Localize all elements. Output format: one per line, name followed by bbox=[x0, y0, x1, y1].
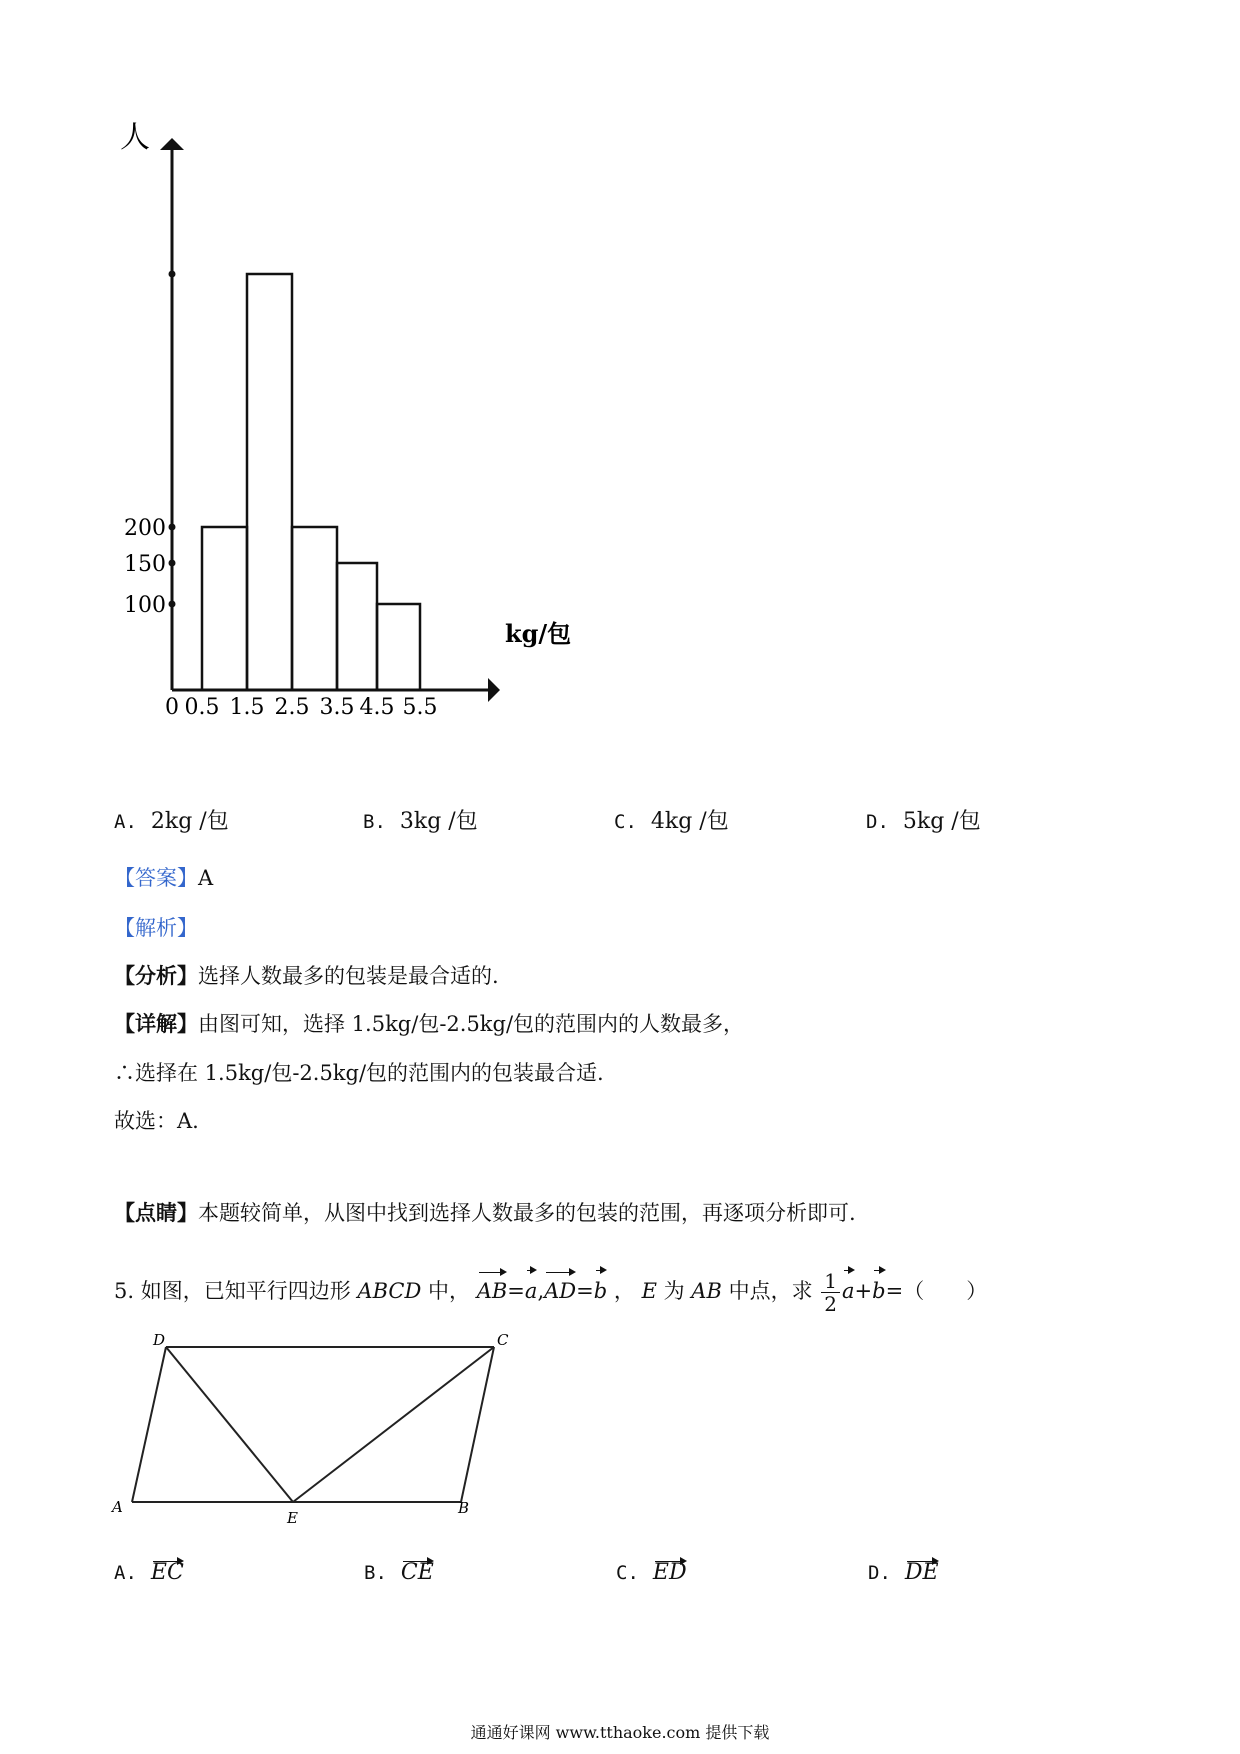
x-tick-label-0: 0 bbox=[165, 695, 179, 720]
y-tick-dot-200 bbox=[169, 524, 176, 531]
option-value: 5kg /包 bbox=[902, 809, 981, 834]
equals-sign: = bbox=[507, 1279, 525, 1303]
option-value: 3kg /包 bbox=[399, 809, 478, 834]
x-tick-label-5.5: 5.5 bbox=[402, 695, 438, 720]
x-axis-label: kg/包 bbox=[505, 619, 572, 648]
q5-shape: ABCD bbox=[357, 1279, 422, 1303]
bar-1 bbox=[247, 274, 292, 690]
option-vector: ED bbox=[652, 1560, 687, 1585]
answer-tag: 【答案】 bbox=[114, 866, 198, 890]
is-word: 为 bbox=[663, 1279, 685, 1303]
analysis-tag: 【解析】 bbox=[114, 916, 198, 940]
fraction-half bbox=[821, 1270, 840, 1315]
fraction-denominator: 2 bbox=[824, 1292, 838, 1316]
y-tick-dot-150 bbox=[169, 560, 176, 567]
vector-ad: AD bbox=[544, 1271, 576, 1311]
vector-b: b bbox=[594, 1271, 607, 1311]
separator: , bbox=[537, 1279, 545, 1303]
x-tick-label-0.5: 0.5 bbox=[184, 695, 220, 720]
analysis-subtag: 【分析】 bbox=[114, 963, 198, 988]
y-tick-label-150: 150 bbox=[124, 552, 166, 577]
detail-tag: 【详解】 bbox=[114, 1011, 198, 1036]
option-label: D. bbox=[866, 811, 889, 833]
therefore-line: ∴选择在 1.5kg/包-2.5kg/包的范围内的包装最合适. bbox=[114, 1061, 604, 1085]
label-c: C bbox=[497, 1331, 509, 1349]
analysis-line bbox=[114, 962, 499, 990]
option-label: A. bbox=[114, 811, 137, 833]
equals-sign: = bbox=[576, 1279, 594, 1303]
option-label: A. bbox=[114, 1562, 137, 1584]
bar-4 bbox=[377, 604, 420, 690]
option-label: D. bbox=[868, 1562, 891, 1584]
q5-mid: 中， bbox=[428, 1279, 470, 1303]
choose-line: 故选：A. bbox=[114, 1109, 199, 1133]
answer-value: A bbox=[198, 866, 214, 890]
segment-ab: AB bbox=[691, 1279, 722, 1303]
q4-option-b[interactable] bbox=[363, 804, 478, 835]
option-value: 2kg /包 bbox=[150, 809, 229, 834]
x-tick-label-3.5: 3.5 bbox=[319, 695, 355, 720]
q5-option-c[interactable] bbox=[616, 1560, 687, 1585]
bar-3 bbox=[337, 563, 377, 690]
bar-2 bbox=[292, 527, 337, 690]
q5-prefix: 5. 如图，已知平行四边形 bbox=[114, 1279, 351, 1303]
y-tick-label-100: 100 bbox=[124, 593, 166, 618]
label-d: D bbox=[153, 1331, 166, 1349]
option-label: C. bbox=[614, 811, 637, 833]
x-tick-label-4.5: 4.5 bbox=[359, 695, 395, 720]
label-e: E bbox=[287, 1509, 298, 1527]
option-value: 4kg /包 bbox=[650, 809, 729, 834]
label-b: B bbox=[458, 1499, 470, 1517]
option-label: B. bbox=[363, 811, 386, 833]
q5-option-a[interactable] bbox=[114, 1560, 184, 1585]
q4-option-c[interactable] bbox=[614, 804, 729, 835]
q4-option-d[interactable] bbox=[866, 804, 981, 835]
y-axis-label: 人 bbox=[120, 120, 150, 155]
y-axis-arrow bbox=[160, 138, 184, 150]
midpoint-text: 中点，求 bbox=[728, 1279, 813, 1303]
option-vector: EC bbox=[150, 1560, 184, 1585]
option-vector: DE bbox=[904, 1560, 939, 1585]
x-tick-label-2.5: 2.5 bbox=[274, 695, 310, 720]
plus-sign: + bbox=[854, 1279, 873, 1303]
q5-stem bbox=[114, 1270, 987, 1315]
y-tick-dot-max bbox=[169, 271, 176, 278]
detail-line bbox=[114, 1010, 744, 1038]
parallelogram-figure bbox=[100, 1330, 540, 1550]
comment-text: 本题较简单，从图中找到选择人数最多的包装的范围，再逐项分析即可. bbox=[198, 1201, 856, 1225]
answer-line bbox=[114, 864, 213, 892]
detail-text: 由图可知，选择 1.5kg/包-2.5kg/包的范围内的人数最多， bbox=[198, 1012, 745, 1036]
point-e: E bbox=[641, 1279, 657, 1303]
footer-watermark: 通通好课网 www.tthaoke.com 提供下载 bbox=[470, 1723, 770, 1742]
option-vector: CE bbox=[400, 1560, 434, 1585]
comment-tag: 【点睛】 bbox=[114, 1200, 198, 1225]
comment-line bbox=[114, 1199, 856, 1227]
vector-b-2: b bbox=[872, 1271, 885, 1311]
y-tick-dot-100 bbox=[169, 601, 176, 608]
vector-a: a bbox=[525, 1271, 538, 1311]
y-tick-label-200: 200 bbox=[124, 516, 166, 541]
bar-0 bbox=[202, 527, 247, 690]
vector-a-2: a bbox=[842, 1271, 855, 1311]
option-label: B. bbox=[364, 1562, 387, 1584]
q5-option-d[interactable] bbox=[868, 1560, 939, 1585]
option-label: C. bbox=[616, 1562, 639, 1584]
q4-option-a[interactable] bbox=[114, 804, 229, 835]
histogram-chart bbox=[100, 110, 660, 730]
q5-option-b[interactable] bbox=[364, 1560, 434, 1585]
analysis-text: 选择人数最多的包装是最合适的. bbox=[198, 964, 499, 988]
x-axis-arrow bbox=[488, 678, 500, 702]
x-tick-label-1.5: 1.5 bbox=[229, 695, 265, 720]
vector-ab: AB bbox=[477, 1271, 508, 1311]
comma: ， bbox=[613, 1279, 635, 1303]
fraction-numerator: 1 bbox=[821, 1270, 840, 1293]
label-a: A bbox=[112, 1498, 123, 1516]
q5-tail: =（ ） bbox=[885, 1279, 988, 1303]
